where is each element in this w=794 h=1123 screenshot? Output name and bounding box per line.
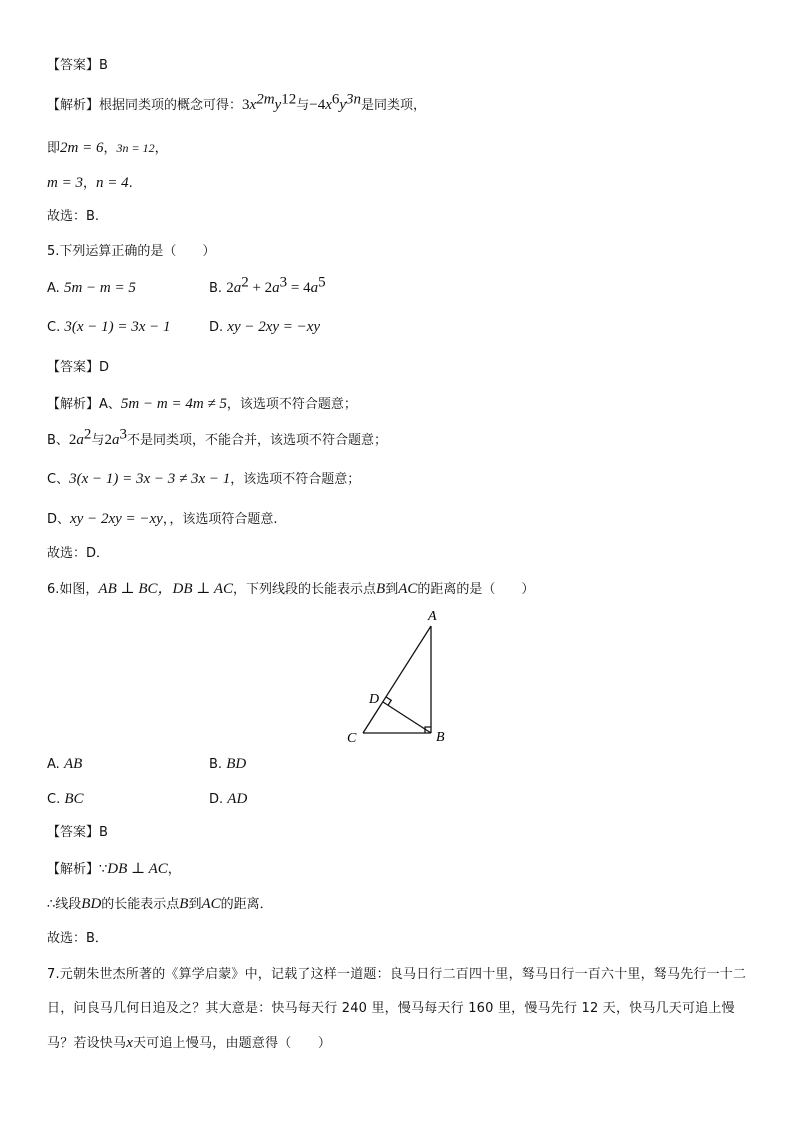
q5-stem: 5.下列运算正确的是（ ） xyxy=(47,244,216,259)
q4-step1: 即2m = 6，3n = 12， xyxy=(47,140,168,156)
q5-option-d: D. xy − 2xy = −xy xyxy=(209,319,321,335)
segment-bd xyxy=(383,702,431,733)
q6-option-a: A. AB xyxy=(47,756,83,772)
equation: n = 4 xyxy=(95,175,129,191)
q5-option-c: C. 3(x − 1) = 3x − 1 xyxy=(47,319,171,335)
q6-answer: 【答案】B xyxy=(47,825,108,840)
label-c: C xyxy=(347,731,357,746)
q5-option-b: B. $2a^2 + 2a^3 = 4a^5$ xyxy=(209,274,326,296)
q5-analysis-c: C、3(x − 1) = 3x − 3 ≠ 3x − 1，该选项不符合题意； xyxy=(47,471,361,487)
q4-analysis: 【解析】根据同类项的概念可得：$3x^{2m}y^{12}$与$-4x^6y^{3n}$是同类项， xyxy=(47,91,427,113)
equation: m = 3 xyxy=(47,175,83,191)
analysis-label: 【解析】 xyxy=(47,862,100,877)
q5-analysis-d: D、xy − 2xy = −xy，，该选项符合题意. xyxy=(47,511,278,527)
label-d: D xyxy=(369,692,380,707)
equation: 3n = 12 xyxy=(116,141,155,155)
q6-therefore: ∴线段BD的长能表示点B到AC的距离． xyxy=(47,896,273,912)
q6-option-b: B. BD xyxy=(209,756,247,772)
q7-stem: 7.元朝朱世杰所著的《算学启蒙》中，记载了这样一道题：良马日行二百四十里，驽马日行一百六十里，驽马先行一十二日，问良马几何日追及之？其大意是：快马每天行 240 里，慢马每天行 160 里，慢马先行 12 天，快马几天可追上慢马？若设快马x天可追上慢马，由题意得（ ） xyxy=(47,967,747,1051)
q6-analysis: 【解析】∵DB ⊥ AC， xyxy=(47,861,181,877)
q6-options-row2 xyxy=(47,790,247,809)
analysis-label: 【解析】 xyxy=(47,98,100,113)
q4-conclusion: 故选：B. xyxy=(47,209,100,224)
q5-conclusion: 故选：D． xyxy=(47,546,110,561)
q6-options-row1 xyxy=(47,755,246,774)
label-a: A xyxy=(428,609,437,624)
analysis-label: 【解析】 xyxy=(47,397,100,412)
equation: 2m = 6 xyxy=(60,140,104,156)
q5-answer: 【答案】D xyxy=(47,360,110,375)
q5-analysis-b: B、$2a^2$与$2a^3$不是同类项，不能合并，该选项不符合题意； xyxy=(47,426,387,448)
q6-option-d: D. AD xyxy=(209,791,248,807)
q5-option-a: A. 5m − m = 5 xyxy=(47,280,136,296)
q4-answer: 【答案】B xyxy=(47,58,108,73)
label-b: B xyxy=(436,730,445,745)
segment-ac xyxy=(363,626,431,733)
q6-option-c: C. BC xyxy=(47,791,84,807)
q5-analysis-a: 【解析】A、5m − m = 4m ≠ 5，该选项不符合题意； xyxy=(47,396,357,412)
q6-stem: 6.如图，AB ⊥ BC，DB ⊥ AC，下列线段的长能表示点B到AC的距离的是（ ） xyxy=(47,581,535,597)
q4-step2: m = 3，n = 4. xyxy=(47,175,133,191)
q6-conclusion: 故选：B． xyxy=(47,931,108,946)
